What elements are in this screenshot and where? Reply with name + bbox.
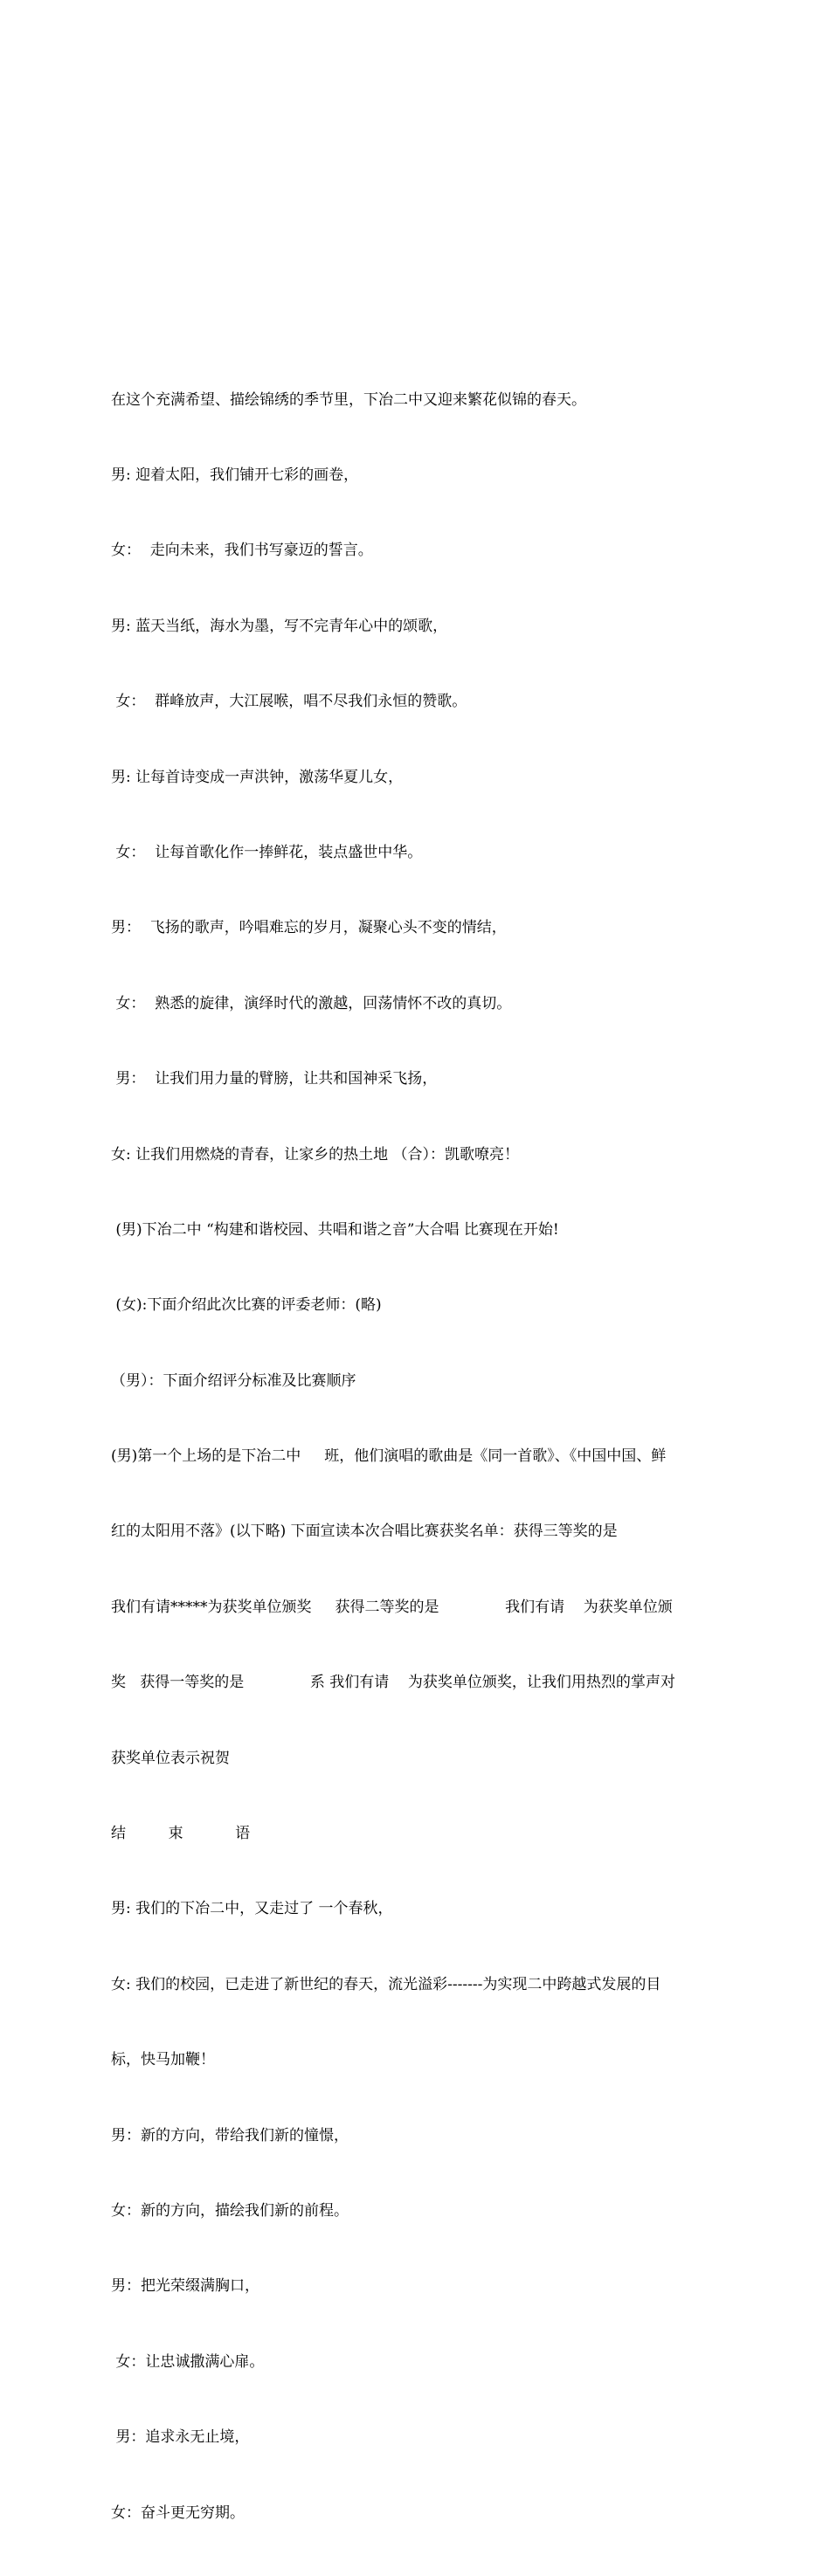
text-line: 男: 迎着太阳，我们铺开七彩的画卷，: [111, 466, 359, 484]
text-line: 女：让忠诚撒满心扉。: [111, 2352, 265, 2371]
section-heading: 结 束 语: [111, 1825, 251, 1843]
text-line: 获奖单位表示祝贺: [111, 1749, 230, 1767]
text-line: 女: 我们的校园，已走进了新世纪的春天，流光溢彩-------为实现二中跨越式发展的目: [111, 1975, 661, 1993]
text-line: 男： 飞扬的歌声，吟唱难忘的岁月，凝聚心头不变的情结，: [111, 919, 507, 937]
text-line: 男：追求永无止境，: [111, 2428, 250, 2447]
text-line: (男)下冶二中 “构建和谐校园、共唱和谐之音”大合唱 比赛现在开始!: [111, 1220, 559, 1239]
text-line: 女： 让每首歌化作一捧鲜花，装点盛世中华。: [111, 843, 423, 861]
text-line: 在这个充满希望、描绘锦绣的季节里，下冶二中又迎来繁花似锦的春天。: [111, 390, 586, 409]
text-line: 女: 让我们用燃烧的青春，让家乡的热土地 （合）：凯歌嘹亮！: [111, 1145, 520, 1164]
text-line: 男： 让我们用力量的臂膀，让共和国神采飞扬，: [111, 1070, 438, 1088]
text-line: 男: 让每首诗变成一声洪钟，激荡华夏儿女，: [111, 768, 404, 786]
text-line: 女： 熟悉的旋律，演绎时代的激越，回荡情怀不改的真切。: [111, 994, 512, 1012]
text-line: 女： 走向未来，我们书写豪迈的誓言。: [111, 542, 373, 560]
text-line: 我们有请*****为获奖单位颁奖 获得二等奖的是 我们有请 为获奖单位颁: [111, 1598, 673, 1616]
text-line: (女):下面介绍此次比赛的评委老师：(略): [111, 1296, 382, 1315]
text-line: (男)第一个上场的是下冶二中 班，他们演唱的歌曲是《同一首歌》、《中国中国、鲜: [111, 1447, 667, 1466]
text-line: 女：新的方向，描绘我们新的前程。: [111, 2201, 349, 2220]
text-line: 男：把光荣缀满胸口，: [111, 2277, 259, 2296]
text-line: 红的太阳用不落》(以下略) 下面宣读本次合唱比赛获奖名单：获得三等奖的是: [111, 1523, 618, 1541]
text-line: 女： 群峰放声，大江展喉，唱不尽我们永恒的赞歌。: [111, 693, 467, 711]
text-line: 男：新的方向，带给我们新的憧憬，: [111, 2126, 349, 2144]
text-line: 奖 获得一等奖的是 系 我们有请 为获奖单位颁奖，让我们用热烈的掌声对: [111, 1674, 675, 1692]
text-line: 男: 蓝天当纸，海水为墨，写不完青年心中的颂歌，: [111, 617, 448, 635]
text-line: 男: 我们的下冶二中，又走过了 一个春秋，: [111, 1900, 393, 1918]
text-line: 女：奋斗更无穷期。: [111, 2503, 245, 2522]
text-line: 标，快马加鞭！: [111, 2051, 215, 2069]
text-line: （男）：下面介绍评分标准及比赛顺序: [111, 1371, 356, 1390]
document-body: [111, 337, 731, 2576]
